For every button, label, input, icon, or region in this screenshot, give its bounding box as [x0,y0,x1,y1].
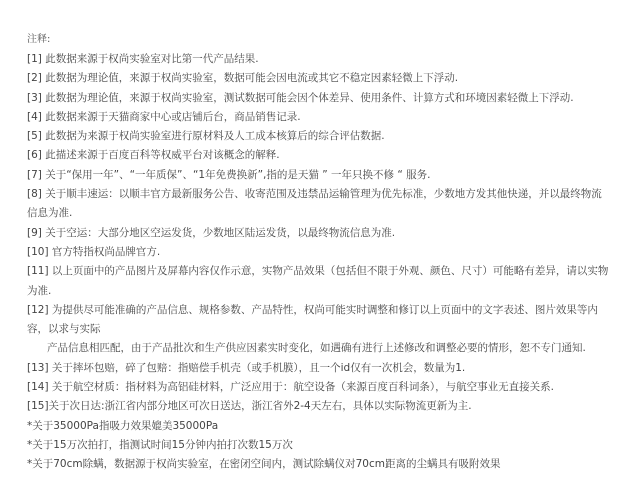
note-4: [4] 此数据来源于天猫商家中心或店铺后台，商品销售记录. [27,110,301,123]
note-tapping: *关于15万次拍打，指测试时间15分钟内拍打次数15万次 [27,438,293,451]
note-suction: *关于35000Pa指吸力效果媲美35000Pa [27,419,219,432]
note-12-continued: 产品信息相匹配，由于产品批次和生产供应因素实时变化，如遇确有进行上述修改和调整必要的情形，恕不专门通知. [47,342,586,355]
note-14: [14] 关于航空材质：指材料为高铝硅材料，广泛应用于：航空设备（来源百度百科词条），与航空事业无直接关系. [27,381,554,394]
note-7: [7] 关于“保用一年”、“一年质保”、“1年免费换新”,指的是天猫 ” 一年只换不修 “ 服务. [27,168,431,181]
note-13: [13] 关于摔坏包赔，碎了包赔：指赔偿手机壳（或手机膜），且一个id仅有一次机会，数量为1. [27,361,466,374]
note-2: [2] 此数据为理论值，来源于权尚实验室，数据可能会因电流或其它不稳定因素轻微上下浮动. [27,72,459,85]
note-5: [5] 此数据为来源于权尚实验室进行原材料及人工成本核算后的综合评估数据. [27,130,385,143]
note-8: [8] 关于顺丰速运：以顺丰官方最新服务公告、收寄范围及违禁品运输管理为优先标准，少数地方发其他快递，并以最终物流信息为准. [27,188,602,220]
note-12: [12] 为提供尽可能准确的产品信息、规格参数、产品特性，权尚可能实时调整和修订以上页面中的文字表述、图片效果等内容，以求与实际 [27,303,598,336]
note-6: [6] 此描述来源于百度百科等权威平台对该概念的解释. [27,149,280,162]
note-mite-removal: *关于70cm除螨，数据源于权尚实验室，在密闭空间内，测试除螨仪对70cm距离的尘螨具有吸附效果 [27,458,501,471]
note-15: [15]关于次日达:浙江省内部分地区可次日送达，浙江省外2-4天左右，具体以实际物流更新为主. [27,400,472,413]
note-10: [10] 官方特指权尚品牌官方. [27,245,161,258]
note-1: [1] 此数据来源于权尚实验室对比第一代产品结果. [27,53,259,65]
note-11: [11] 以上页面中的产品图片及屏幕内容仅作示意，实物产品效果（包括但不限于外观、颜色、尺寸）可能略有差异，请以实物为准. [27,265,609,297]
note-9: [9] 关于空运：大部分地区空运发货，少数地区陆运发货，以最终物流信息为准. [27,226,396,239]
notes-title: 注释: [27,34,51,45]
note-3: [3] 此数据为理论值，来源于权尚实验室，测试数据可能会因个体差异、使用条件、计算方式和环境因素轻微上下浮动. [27,91,574,104]
